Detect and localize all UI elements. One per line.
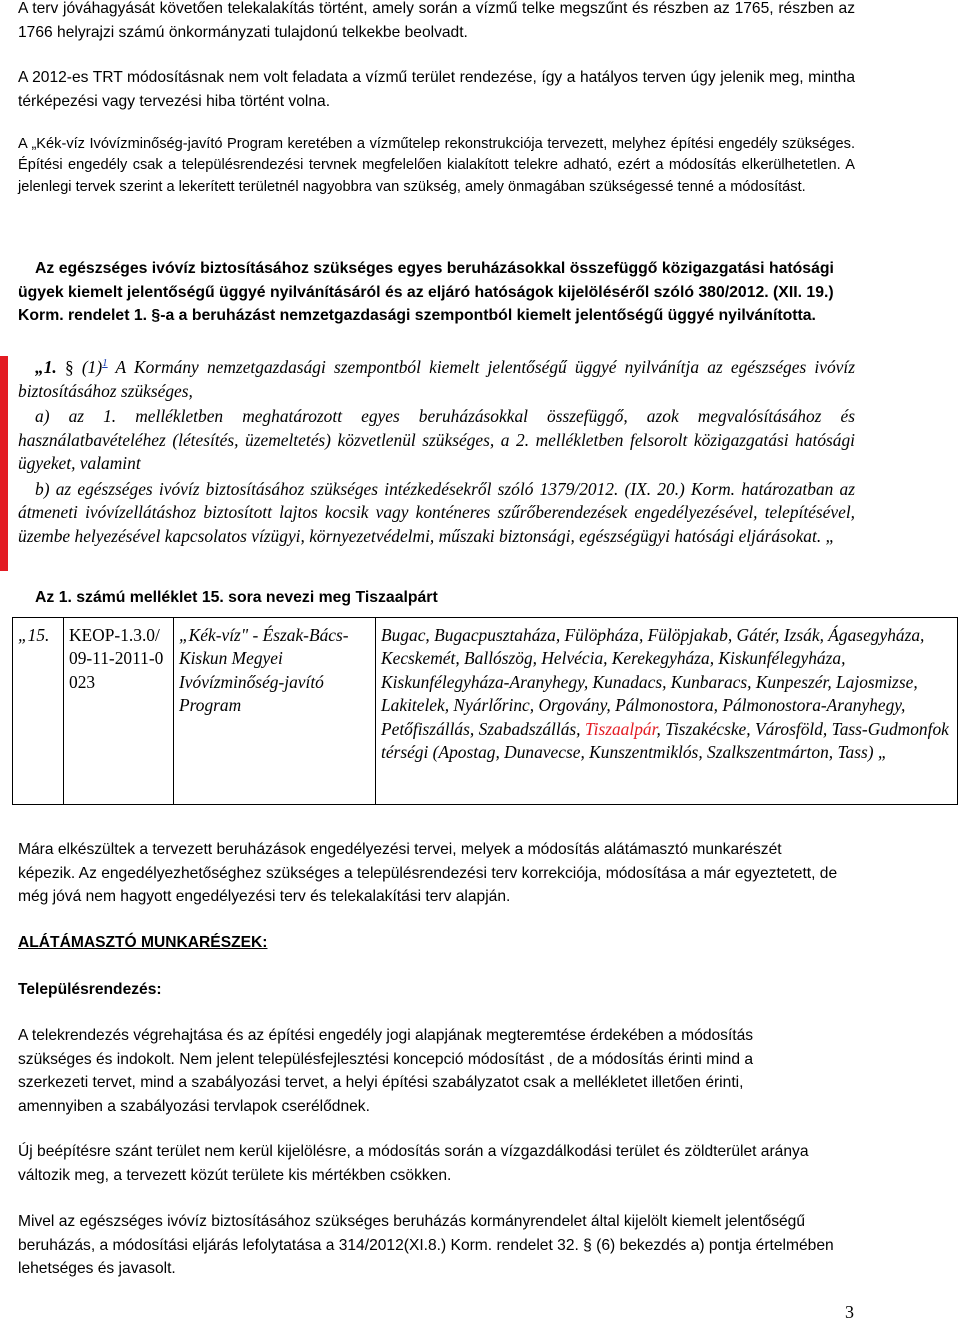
project-code: KEOP-1.3.0/09-11-2011-0023 bbox=[69, 625, 164, 692]
paragraph-land-parcel: A terv jóváhagyását követően telekalakítás történt, amely során a vízmű telke megszűnt és részben az 1765, részben az 1766 helyrajzi számú önkormányzati tulajdonú telkekbe beolvadt. bbox=[18, 0, 855, 41]
page-number: 3 bbox=[845, 1302, 854, 1322]
change-marker-bar bbox=[0, 356, 8, 571]
decree-heading-rest: hatósági ügyek kiemelt jelentőségű üggyé nyilvánításáról és az eljáró hatóságok kijelöléséről szóló 380/2012. (XII. 19.) Korm. rendelet 1. §-a a beruházást nemzetgazdasági szempontból kiemelt jelentőségű üggyé nyilvánította. bbox=[18, 260, 834, 324]
quote-point-a: a) az 1. mellékletben meghatározott egyes beruházásokkal összefüggő, azok megvalósításához és használatbavételéhez (létesítés, üzemeltetés) közvetlenül szükséges, a 2. mellékletben felsorolt közigazgatási hatósági ügyeket, valamint bbox=[18, 406, 855, 473]
paragraph-trt-modification: A 2012-es TRT módosításnak nem volt feladata a vízmű terület rendezése, így a hatályos terven úgy jelenik meg, mintha térképezési vagy tervezési hiba történt volna. bbox=[18, 69, 855, 110]
paragraph-permit-plans: Mára elkészültek a tervezett beruházások engedélyezési tervei, melyek a módosítás alátámasztó munkarészét képezik. Az engedélyezhetőséghez szükséges a településrendezési terv korrekciója, módosítása a már egyeztetett, de még jóvá nem hagyott engedélyezési terv és telekalakítási terv alapján. bbox=[18, 841, 838, 905]
quote-intro-text: A Kormány nemzetgazdasági szempontból kiemelt jelentőségű üggyé nyilvánítja az egészséges ivóvíz biztosításához szükséges, bbox=[18, 357, 855, 401]
table-cell-project-code bbox=[64, 618, 174, 805]
decree-heading-first-line: Az egészséges ivóvíz biztosításához szükséges egyes beruházásokkal összefüggő közigazgatási bbox=[35, 260, 765, 277]
table-cell-settlements bbox=[376, 618, 958, 805]
paragraph-kek-viz-program: A „Kék-víz Ivóvízminőség-javító Program keretében a vízműtelep rekonstrukciója tervezett, melyhez építési engedély szükséges. Építési engedély csak a településrendezési tervnek megfelelően kialakított telekre adható, ezért a módosítás elkerülhetetlen. A jelenlegi tervek szerint a lekerített területnél nagyobbra van szükség, amely önmagában szükségessé tenné a módosítást. bbox=[18, 136, 855, 195]
settlements-list-end: , Tiszakécske, Városföld, Tass-Gudmonfok térségi (Apostag, Dunavecse, Kunszentmiklós, Szalkszentmárton, Tass) „ bbox=[381, 718, 949, 763]
paragraph-procedure: Mivel az egészséges ivóvíz biztosításához szükséges beruházás kormányrendelet által kijelölt kiemelt jelentőségű beruházás, a módosítási eljárás lefolytatása a 314/2012(XI.8.) Korm. rendelet 32. § (6) bekezdés a) pontja értelmében lehetséges és javasolt. bbox=[18, 1213, 834, 1277]
quote-subsection-number: (1) bbox=[81, 357, 103, 377]
paragraph-no-new-development: Új beépítésre szánt terület nem kerül kijelölésre, a módosítás során a vízgazdálkodási terület és zöldterület aránya változik meg, a tervezett közút területe kis mértékben csökken. bbox=[18, 1143, 809, 1184]
decree-heading bbox=[18, 257, 858, 328]
quote-section-number: „1. bbox=[35, 357, 57, 377]
quote-point-b: b) az egészséges ivóvíz biztosításához szükséges intézkedésekről szóló 1379/2012. (IX. 20.) Korm. határozatban az átmeneti ivóvízellátáshoz biztosított lajtos kocsik vagy konténeres szűrőberendezések engedélyezésével, telepítésével, üzembe helyezésével kapcsolatos vízügyi, környezetvédelmi, műszaki biztonsági, egészségügyi hatósági eljárásokat. „ bbox=[18, 478, 855, 546]
annex-heading: Az 1. számú melléklet 15. sora nevezi meg Tiszaalpárt bbox=[35, 589, 438, 606]
settlement-highlight-tiszaalpar: Tiszaalpár bbox=[584, 718, 657, 739]
table-cell-row-number: „15. bbox=[13, 618, 64, 805]
decree-quote-intro bbox=[18, 356, 855, 403]
table-cell-program-name: „Kék-víz" - Észak-Bács-Kiskun Megyei Ivóvízminőség-javító Program bbox=[174, 618, 376, 805]
paragraph-sign: § bbox=[64, 357, 74, 377]
decree-quote bbox=[18, 356, 855, 548]
section-title-supporting-parts: ALÁTÁMASZTÓ MUNKARÉSZEK: bbox=[18, 934, 268, 951]
annex-table bbox=[12, 617, 958, 805]
paragraph-plot-arrangement: A telekrendezés végrehajtása és az építési engedély jogi alapjának megteremtése érdekében a módosítás szükséges és indokolt. Nem jelent településfejlesztési koncepció módosítást , de a módosítás érinti mind a szerkezeti tervet, mind a szabályozási tervet, a helyi építési szabályzatot csak a mellékletet illetően érinti, amennyiben a szabályozási tervlapok cserélődnek. bbox=[18, 1027, 754, 1115]
table-row bbox=[13, 618, 958, 805]
subsection-title-settlement-planning: Településrendezés: bbox=[18, 981, 162, 998]
settlements-list-start: Bugac, Bugacpusztaháza, Fülöpháza, Fülöpjakab, Gátér, Izsák, Ágasegyháza, Kecskemét, Ballószög, Helvécia, Kerekegyháza, Kiskunfélegyháza, Kiskunfélegyháza-Aranyhegy, Kunadacs, Kunbaracs, Kunpeszér, Lajosmizse, Lakitelek, Nyárlőrinc, Orgovány, Pálmonostora, Pálmonostora-Aranyhegy, Petőfiszállás, Szabadszállás, bbox=[381, 625, 925, 739]
footnote-link[interactable]: 1 bbox=[102, 357, 108, 370]
